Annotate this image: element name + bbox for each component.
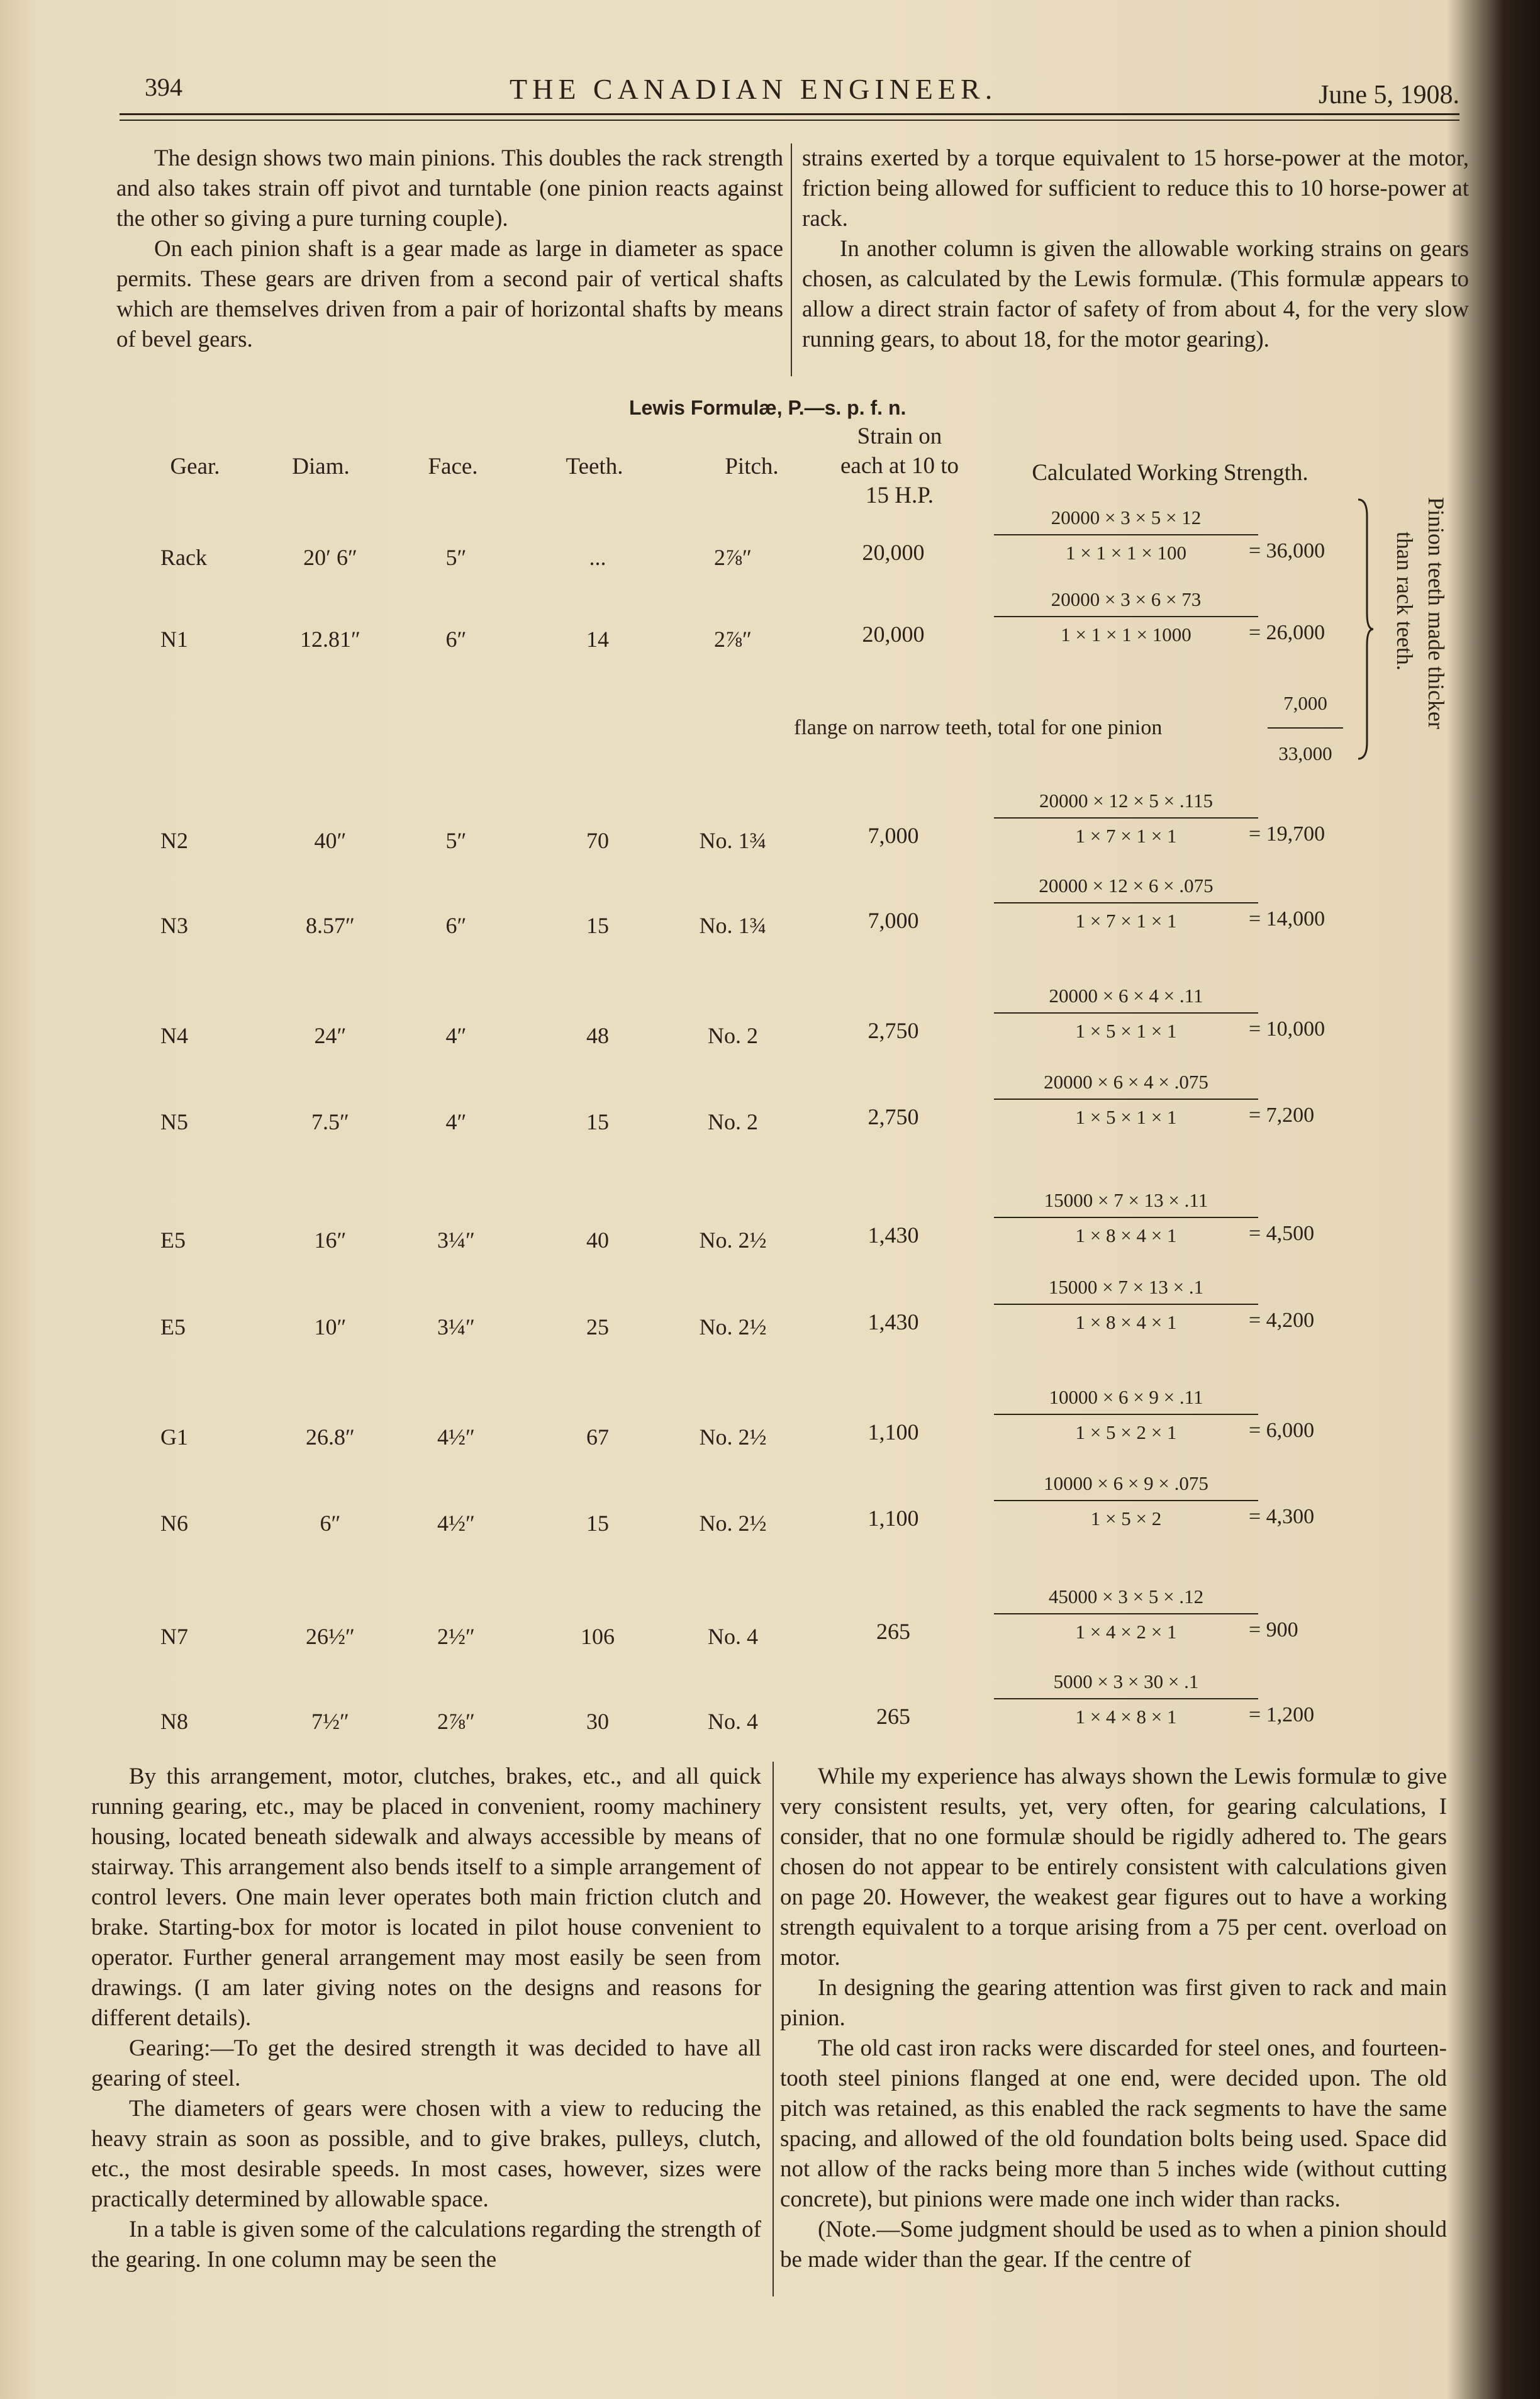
cell-face: 3¼″ [437, 1314, 475, 1339]
cell-pitch: No. 2½ [699, 1424, 767, 1450]
cell-teeth: 15 [586, 1109, 609, 1134]
cell-strain: 7,000 [868, 908, 919, 933]
cell-strain: 265 [876, 1619, 910, 1644]
paragraph: On each pinion shaft is a gear made as large in diameter as space permits. These gears are driven from a second pair of vertical shafts which are themselves driven from a pair of horizontal shafts by means of bevel gears. [116, 236, 783, 352]
bottom-right-column [780, 1762, 1447, 2275]
cell-gear: N6 [160, 1511, 188, 1536]
side-note-1: Pinion teeth made thicker [1424, 497, 1449, 729]
formula-denominator: 1 × 5 × 1 × 1 [1075, 1020, 1177, 1042]
cell-pitch: No. 4 [708, 1624, 758, 1649]
cell-gear: G1 [160, 1424, 188, 1450]
formula-denominator: 1 × 5 × 2 × 1 [1075, 1421, 1177, 1443]
formula-fraction [994, 1585, 1258, 1643]
cell-diam: 8.57″ [306, 913, 355, 938]
formula-fraction [994, 1189, 1258, 1247]
cell-teeth: ... [589, 545, 606, 570]
formula-fraction [994, 1670, 1258, 1728]
formula-fraction [994, 1386, 1258, 1444]
formula-result: = 36,000 [1249, 539, 1325, 562]
formula-numerator: 20000 × 3 × 5 × 12 [1051, 506, 1202, 528]
fraction-bar [1268, 727, 1343, 729]
flange-fraction [1268, 692, 1343, 765]
fraction-bar [994, 534, 1258, 535]
cell-pitch: 2⅞″ [714, 627, 752, 652]
cell-strain: 1,100 [868, 1506, 919, 1531]
formula-numerator: 20000 × 12 × 6 × .075 [1039, 875, 1214, 897]
cell-diam: 16″ [314, 1227, 347, 1253]
header-rule [120, 113, 1459, 115]
formula-result: = 1,200 [1249, 1703, 1315, 1726]
cell-strain: 1,430 [868, 1309, 919, 1334]
cell-gear: N3 [160, 913, 188, 938]
cell-diam: 40″ [314, 828, 347, 853]
paragraph: Gearing:—To get the desired strength it was decided to have all gearing of steel. [91, 2035, 761, 2091]
cell-strain: 1,100 [868, 1419, 919, 1445]
page-number: 394 [145, 73, 182, 101]
cell-teeth: 30 [586, 1709, 609, 1734]
cell-strain: 265 [876, 1704, 910, 1729]
cell-diam: 24″ [314, 1023, 347, 1048]
fraction-bar [994, 1304, 1258, 1305]
formula-numerator: 15000 × 7 × 13 × .11 [1044, 1189, 1208, 1211]
bottom-left-column [91, 1762, 761, 2275]
fraction-bar [994, 616, 1258, 617]
cell-teeth: 40 [586, 1227, 609, 1253]
fraction-bar [994, 1613, 1258, 1614]
flange-numerator: 7,000 [1283, 692, 1327, 714]
fraction-bar [994, 1217, 1258, 1218]
cell-pitch: No. 2½ [699, 1314, 767, 1339]
paragraph: While my experience has always shown the Lewis formulæ to give very consistent results, yet, very often, for gearing calculations, I consider, that no one formulæ should be rigidly adhered to. The gears chosen do not appear to be entirely consistent with calculations given on page 20. However, the weakest gear figures out to have a working strength equivalent to a torque arising from a 75 per cent. overload on motor. [780, 1764, 1447, 1971]
page-header [145, 72, 1459, 116]
formula-denominator: 1 × 8 × 4 × 1 [1075, 1224, 1177, 1246]
cell-gear: N2 [160, 828, 188, 853]
formula-denominator: 1 × 7 × 1 × 1 [1075, 910, 1177, 932]
formula-result: = 900 [1249, 1618, 1298, 1641]
cell-teeth: 70 [586, 828, 609, 853]
formula-fraction [994, 790, 1258, 847]
cell-face: 6″ [445, 913, 467, 938]
journal-title: THE CANADIAN ENGINEER. [510, 73, 998, 105]
formula-fraction [994, 1071, 1258, 1129]
table-title: Lewis Formulæ, P.—s. p. f. n. [629, 396, 907, 419]
formula-result: = 26,000 [1249, 621, 1325, 644]
cell-gear: N1 [160, 627, 188, 652]
formula-result: = 14,000 [1249, 907, 1325, 931]
formula-fraction [994, 1472, 1258, 1530]
formula-fraction [994, 1276, 1258, 1334]
formula-numerator: 10000 × 6 × 9 × .075 [1044, 1472, 1208, 1494]
top-right-column [802, 143, 1469, 355]
formula-fraction [994, 875, 1258, 932]
cell-diam: 20′ 6″ [303, 545, 357, 570]
cell-teeth: 106 [581, 1624, 615, 1649]
cell-diam: 7½″ [311, 1709, 349, 1734]
formula-numerator: 10000 × 6 × 9 × .11 [1049, 1386, 1203, 1408]
cell-pitch: 2⅞″ [714, 545, 752, 570]
col-header-teeth: Teeth. [566, 454, 623, 479]
cell-gear: N5 [160, 1109, 188, 1134]
cell-pitch: No. 2½ [699, 1511, 767, 1536]
cell-face: 5″ [445, 545, 467, 570]
formula-denominator: 1 × 7 × 1 × 1 [1075, 825, 1177, 847]
cell-pitch: No. 4 [708, 1709, 758, 1734]
cell-gear: N4 [160, 1023, 188, 1048]
cell-strain: 1,430 [868, 1222, 919, 1248]
cell-diam: 26.8″ [306, 1424, 355, 1450]
formula-result: = 19,700 [1249, 822, 1325, 846]
cell-face: 2⅞″ [437, 1709, 475, 1734]
cell-strain: 20,000 [862, 622, 925, 647]
paragraph: The diameters of gears were chosen with a view to reducing the heavy strain as soon as possible, and to give brakes, pulleys, clutch, etc., the most desirable speeds. In most cases, however, sizes were practically determined by allowable space. [91, 2096, 761, 2212]
col-header-strain: Strain on each at 10 to 15 H.P. [840, 423, 959, 508]
paragraph: In designing the gearing attention was first given to rack and main pinion. [780, 1975, 1447, 2031]
formula-fraction [994, 506, 1258, 564]
formula-numerator: 20000 × 3 × 6 × 73 [1051, 588, 1202, 610]
paragraph: The design shows two main pinions. This doubles the rack strength and also takes strain off pivot and turntable (one pinion reacts against the other so giving a pure turning couple). [116, 145, 783, 232]
formula-numerator: 45000 × 3 × 5 × .12 [1048, 1585, 1204, 1608]
formula-result: = 4,200 [1249, 1309, 1315, 1332]
col-header-gear: Gear. [170, 454, 220, 479]
col-header-face: Face. [428, 454, 478, 479]
formula-numerator: 20000 × 6 × 4 × .075 [1044, 1071, 1208, 1093]
cell-pitch: No. 2 [708, 1023, 758, 1048]
cell-teeth: 14 [586, 627, 609, 652]
cell-gear: N7 [160, 1624, 188, 1649]
cell-diam: 12.81″ [300, 627, 360, 652]
side-note-2: than rack teeth. [1392, 532, 1417, 671]
cell-face: 4″ [445, 1109, 467, 1134]
cell-face: 5″ [445, 828, 467, 853]
cell-pitch: No. 1¾ [699, 913, 767, 938]
col-header-diam: Diam. [292, 454, 350, 479]
formula-fraction [994, 588, 1258, 646]
cell-gear: N8 [160, 1709, 188, 1734]
formula-denominator: 1 × 1 × 1 × 1000 [1061, 624, 1191, 646]
cell-pitch: No. 2½ [699, 1227, 767, 1253]
cell-diam: 26½″ [306, 1624, 355, 1649]
fraction-bar [994, 902, 1258, 903]
formula-result: = 7,200 [1249, 1104, 1315, 1127]
cell-gear: E5 [160, 1227, 186, 1253]
paragraph: (Note.—Some judgment should be used as to when a pinion should be made wider than the gear. If the centre of [780, 2217, 1447, 2273]
right-brace [1356, 497, 1375, 761]
fraction-bar [994, 817, 1258, 819]
cell-face: 2½″ [437, 1624, 475, 1649]
flange-denominator: 33,000 [1278, 742, 1332, 764]
formula-result: = 4,300 [1249, 1505, 1315, 1528]
formula-denominator: 1 × 4 × 2 × 1 [1075, 1621, 1177, 1643]
paragraph: By this arrangement, motor, clutches, brakes, etc., and all quick running gearing, etc., may be placed in convenient, roomy machinery housing, located beneath sidewalk and always accessible by means of stairway. This arrangement also bends itself to a simple arrangement of control levers. One main lever operates both main friction clutch and brake. Starting-box for motor is located in pilot house convenient to operator. Further general arrangement may most easily be seen from drawings. (I am later giving notes on the designs and reasons for different details). [91, 1764, 761, 2031]
cell-diam: 10″ [314, 1314, 347, 1339]
formula-denominator: 1 × 5 × 1 × 1 [1075, 1106, 1177, 1128]
col-header-pitch: Pitch. [725, 454, 779, 479]
column-divider [791, 143, 792, 376]
paragraph: In another column is given the allowable working strains on gears chosen, as calculated by the Lewis formulæ. (This formulæ appears to allow a direct strain factor of safety of from about 4, for the very slow running gears, to about 18, for the motor gearing). [802, 236, 1469, 352]
col-header-calc: Calculated Working Strength. [1032, 460, 1308, 486]
fraction-bar [994, 1698, 1258, 1699]
cell-diam: 6″ [320, 1511, 341, 1536]
formula-numerator: 20000 × 6 × 4 × .11 [1049, 985, 1203, 1007]
cell-pitch: No. 2 [708, 1109, 758, 1134]
header-rule-thin [120, 120, 1459, 121]
cell-gear: Rack [160, 545, 207, 570]
cell-strain: 2,750 [868, 1104, 919, 1129]
column-divider [773, 1762, 774, 2296]
issue-date: June 5, 1908. [1319, 81, 1459, 109]
cell-face: 4½″ [437, 1511, 475, 1536]
cell-teeth: 15 [586, 1511, 609, 1536]
cell-teeth: 48 [586, 1023, 609, 1048]
formula-result: = 10,000 [1249, 1017, 1325, 1041]
paragraph: In a table is given some of the calculations regarding the strength of the gearing. In one column may be seen the [91, 2217, 761, 2273]
formula-denominator: 1 × 8 × 4 × 1 [1075, 1311, 1177, 1333]
flange-note: flange on narrow teeth, total for one pinion [794, 716, 1163, 739]
cell-face: 6″ [445, 627, 467, 652]
fraction-bar [994, 1012, 1258, 1014]
fraction-bar [994, 1414, 1258, 1415]
cell-face: 4″ [445, 1023, 467, 1048]
formula-denominator: 1 × 5 × 2 [1090, 1507, 1162, 1529]
formula-numerator: 15000 × 7 × 13 × .1 [1048, 1276, 1204, 1298]
formula-numerator: 20000 × 12 × 5 × .115 [1039, 790, 1214, 812]
cell-teeth: 15 [586, 913, 609, 938]
top-left-column [116, 143, 783, 355]
formula-fraction [994, 985, 1258, 1043]
cell-strain: 7,000 [868, 823, 919, 848]
cell-diam: 7.5″ [311, 1109, 349, 1134]
paragraph: strains exerted by a torque equivalent to 15 horse-power at the motor, friction being allowed for sufficient to reduce this to 10 horse-power at rack. [802, 145, 1469, 232]
fraction-bar [994, 1500, 1258, 1501]
cell-strain: 2,750 [868, 1018, 919, 1043]
formula-denominator: 1 × 1 × 1 × 100 [1066, 542, 1186, 564]
cell-strain: 20,000 [862, 540, 925, 565]
cell-gear: E5 [160, 1314, 186, 1339]
formula-result: = 4,500 [1249, 1222, 1315, 1245]
cell-pitch: No. 1¾ [699, 828, 767, 853]
cell-face: 3¼″ [437, 1227, 475, 1253]
cell-teeth: 67 [586, 1424, 609, 1450]
fraction-bar [994, 1099, 1258, 1100]
formula-denominator: 1 × 4 × 8 × 1 [1075, 1706, 1177, 1728]
paragraph: The old cast iron racks were discarded for steel ones, and fourteen-tooth steel pinions flanged at one end, were decided upon. The old pitch was retained, as this enabled the rack segments to have the same spacing, and allowed of the old foundation bolts being used. Space did not allow of the racks being more than 5 inches wide (without cutting concrete), but pinions were made one inch wider than racks. [780, 2035, 1447, 2212]
cell-face: 4½″ [437, 1424, 475, 1450]
formula-result: = 6,000 [1249, 1419, 1315, 1442]
cell-teeth: 25 [586, 1314, 609, 1339]
formula-numerator: 5000 × 3 × 30 × .1 [1053, 1670, 1199, 1692]
